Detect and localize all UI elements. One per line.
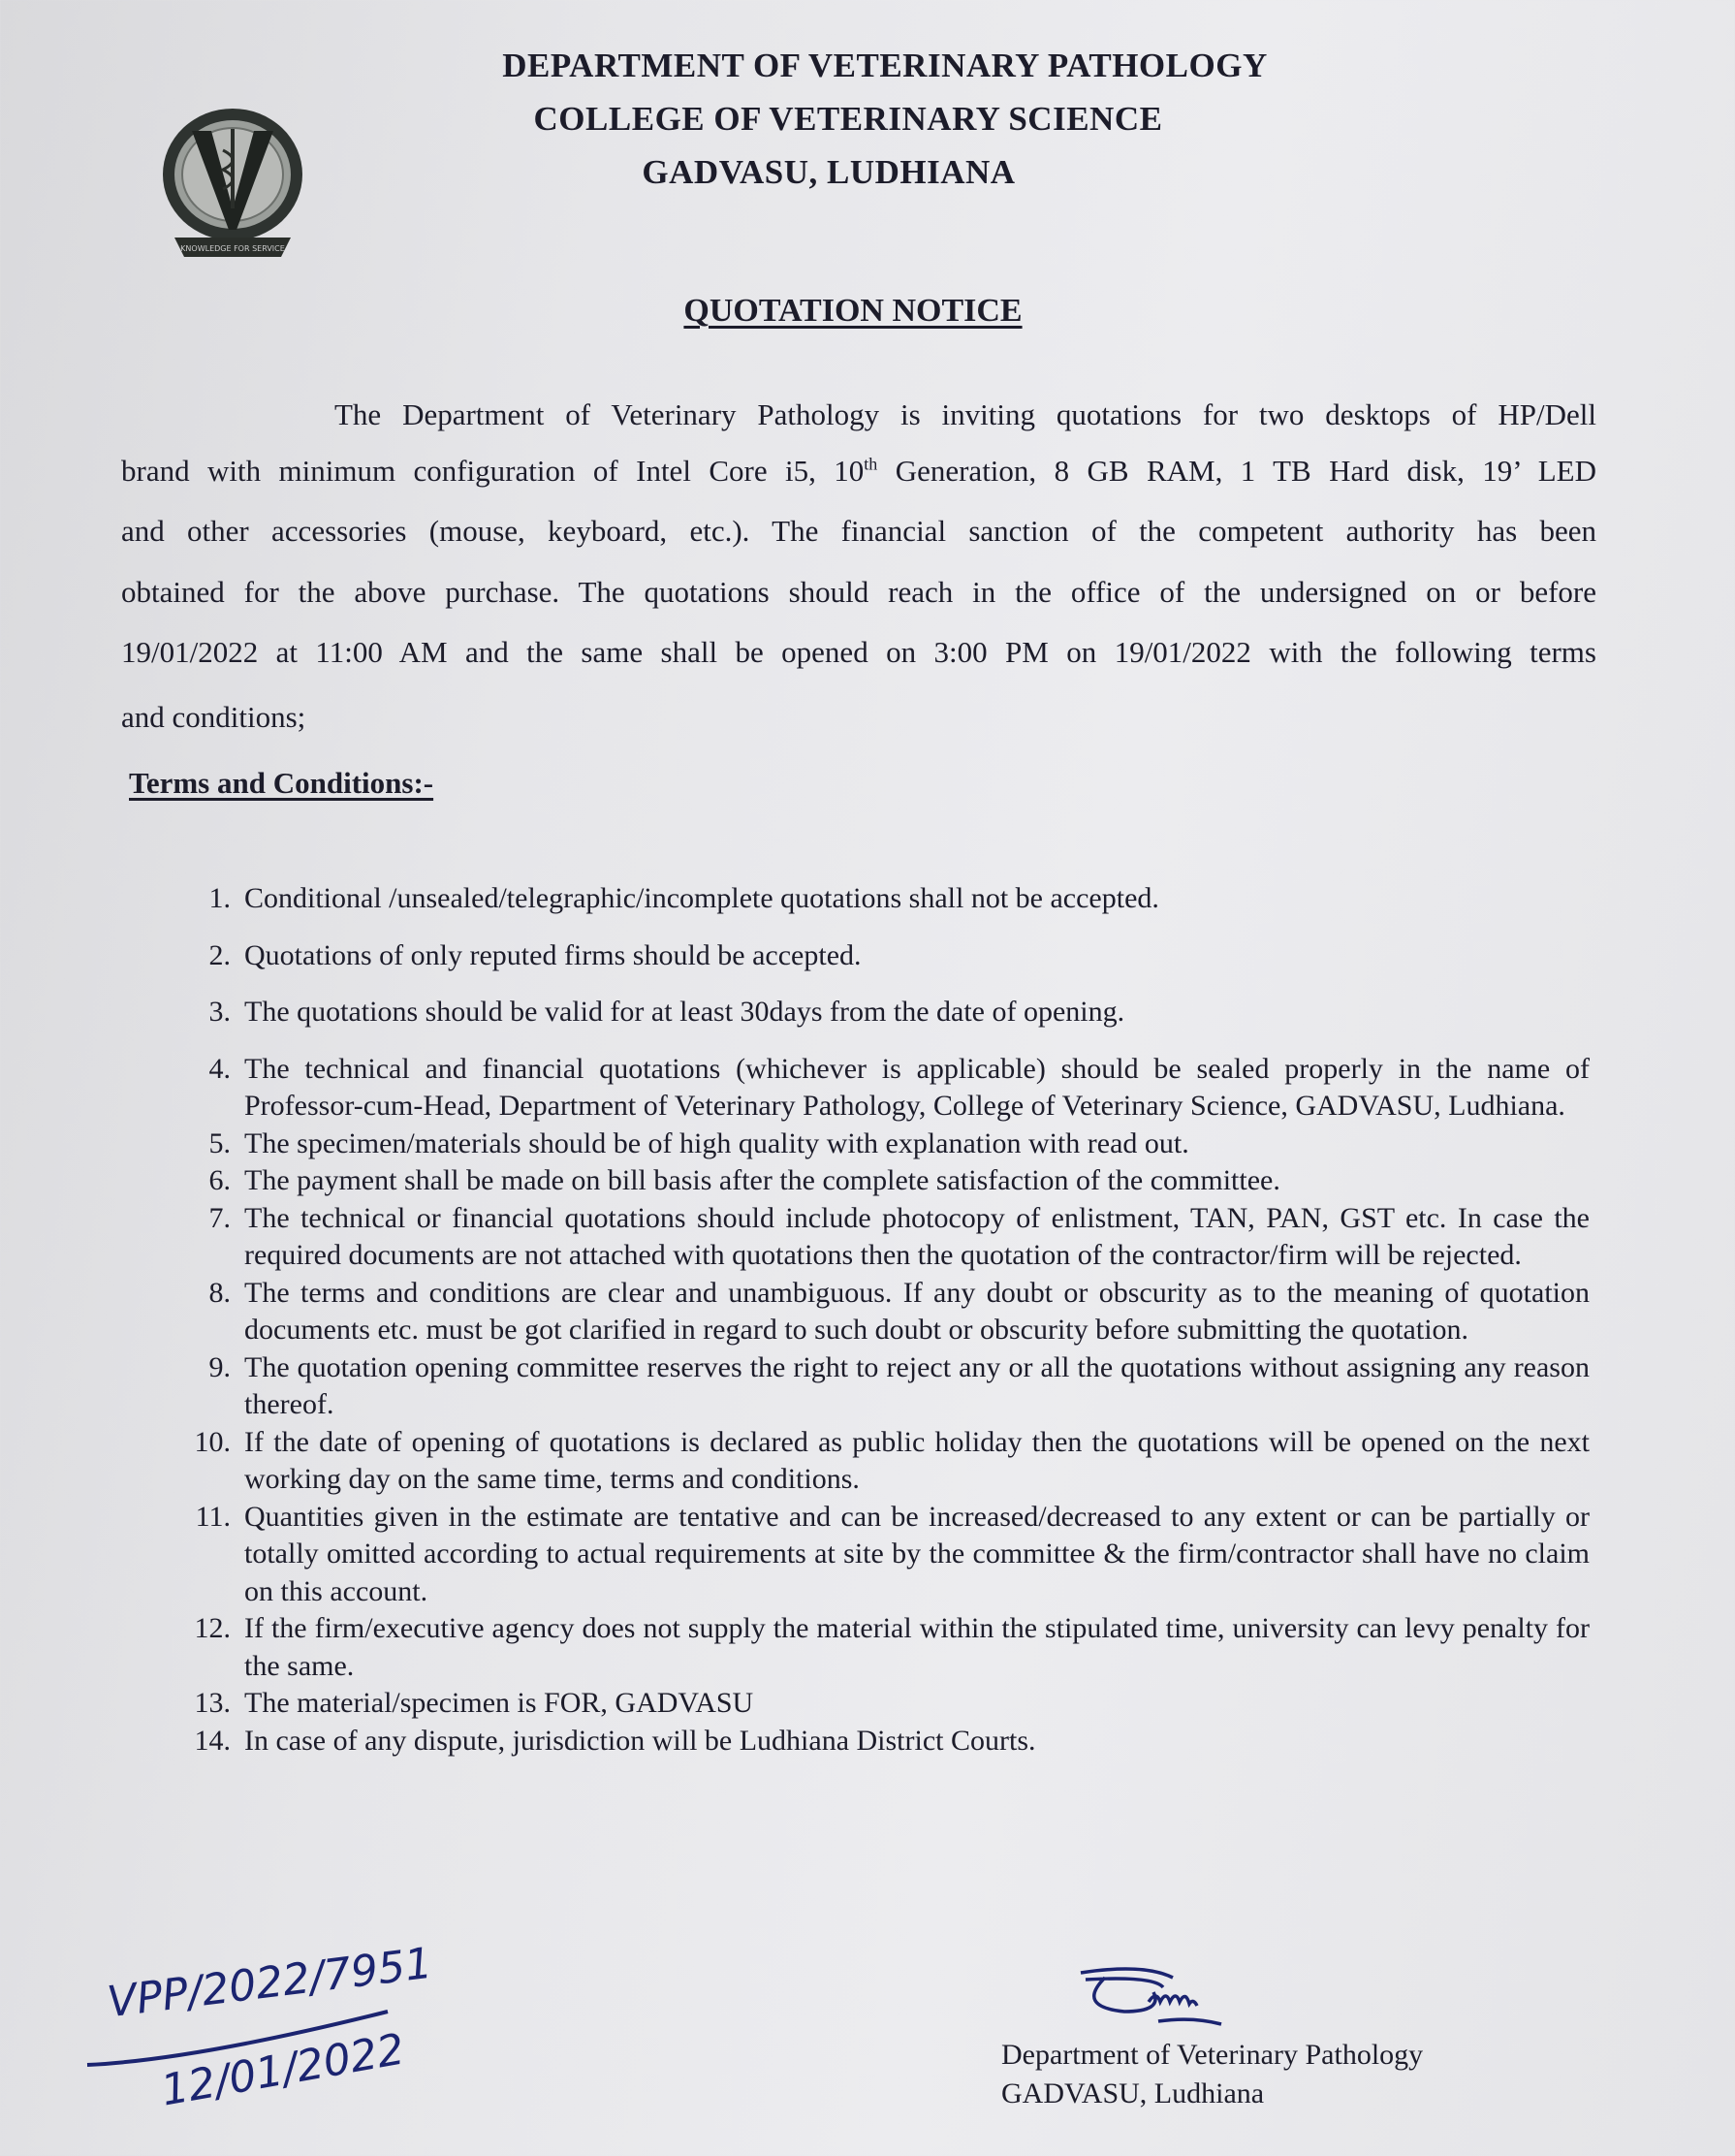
term-number: 14. [194,1724,231,1757]
paragraph-line: obtained for the above purchase. The quotations should reach in the office of the undersigned on or before [121,575,1596,609]
term-text: The specimen/materials should be of high quality with explanation with read out. [244,1126,1189,1159]
term-item [174,1349,1590,1424]
paragraph-line: The Department of Veterinary Pathology is inviting quotations for two desktops of HP/Dell [334,397,1596,431]
term-text: Conditional /unsealed/telegraphic/incomplete quotations shall not be accepted. [244,882,1159,914]
term-text: Quantities given in the estimate are tentative and can be increased/decreased to any extent or can be partially or totally omitted according to actual requirements at site by the committee & the firm/contractor shall have no claim on this account. [244,1500,1590,1607]
signatory-university: GADVASU, Ludhiana [1001,2077,1265,2109]
handwritten-date: 12/01/2022 [157,2024,409,2116]
term-number: 9. [208,1350,231,1383]
logo-motto: KNOWLEDGE FOR SERVICE [180,244,285,253]
term-item [174,1162,1590,1200]
term-text: If the firm/executive agency does not supply the material within the stipulated time, university can levy penalty for the same. [244,1612,1590,1682]
term-number: 10. [194,1425,231,1458]
term-item [174,1685,1590,1723]
term-number: 11. [195,1500,231,1533]
terms-list [174,880,1590,1760]
terms-heading: Terms and Conditions:- [129,766,434,800]
signature [1066,1958,1318,2036]
paragraph-line: 19/01/2022 at 11:00 AM and the same shall be opened on 3:00 PM on 19/01/2022 with the following terms [121,635,1596,669]
term-item [174,1051,1590,1126]
term-text: The technical or financial quotations should include photocopy of enlistment, TAN, PAN, GST etc. In case the required documents are not attached with quotations then the quotation of the contractor/firm will be rejected. [244,1201,1590,1271]
term-text: The payment shall be made on bill basis after the complete satisfaction of the committee. [244,1164,1280,1196]
signature-block [1001,2036,1423,2113]
term-number: 1. [208,882,231,914]
handwritten-reference: VPP/2022/7951 [105,1938,435,2028]
term-number: 5. [208,1126,231,1159]
paragraph-line: and conditions; [121,700,306,734]
term-text: The quotations should be valid for at least 30days from the date of opening. [244,996,1125,1028]
paragraph-line: brand with minimum configuration of Intel Core i5, 10th Generation, 8 GB RAM, 1 TB Hard disk, 19’ LED [121,454,1596,488]
term-text: In case of any dispute, jurisdiction will be Ludhiana District Courts. [244,1724,1036,1757]
notice-title: QUOTATION NOTICE [683,293,1023,329]
term-item [174,1424,1590,1499]
term-text: Quotations of only reputed firms should be accepted. [244,938,862,971]
term-item [174,1610,1590,1685]
term-item [174,880,1590,918]
term-number: 2. [208,938,231,971]
term-number: 3. [208,996,231,1028]
term-text: The technical and financial quotations (whichever is applicable) should be sealed properly in the name of Professor-cum-Head, Department of Veterinary Pathology, College of Veterinary Science, GADVASU, Ludhiana. [244,1052,1590,1122]
term-text: The terms and conditions are clear and unambiguous. If any doubt or obscurity as to the meaning of quotation documents etc. must be got clarified in regard to such doubt or obscurity before submitting the quotation. [244,1276,1590,1346]
term-item [174,1275,1590,1349]
term-number: 13. [194,1687,231,1719]
term-item [174,1200,1590,1275]
term-text: The material/specimen is FOR, GADVASU [244,1687,754,1719]
paragraph-line: and other accessories (mouse, keyboard, etc.). The financial sanction of the competent authority has been [121,514,1596,548]
term-number: 8. [208,1276,231,1309]
signatory-department: Department of Veterinary Pathology [1001,2039,1424,2071]
term-text: The quotation opening committee reserves the right to reject any or all the quotations without assigning any reason thereof. [244,1350,1590,1420]
term-item [174,1126,1590,1163]
header-college: COLLEGE OF VETERINARY SCIENCE [533,100,1163,138]
term-item [174,994,1590,1031]
term-number: 4. [208,1052,231,1085]
term-item [174,937,1590,975]
term-item [174,1499,1590,1611]
term-item [174,1723,1590,1760]
header-department: DEPARTMENT OF VETERINARY PATHOLOGY [502,47,1268,84]
term-number: 12. [194,1612,231,1644]
header-university: GADVASU, LUDHIANA [642,153,1016,191]
term-number: 7. [208,1201,231,1234]
term-text: If the date of opening of quotations is declared as public holiday then the quotations will be opened on the next working day on the same time, terms and conditions. [244,1425,1590,1495]
term-number: 6. [208,1164,231,1196]
